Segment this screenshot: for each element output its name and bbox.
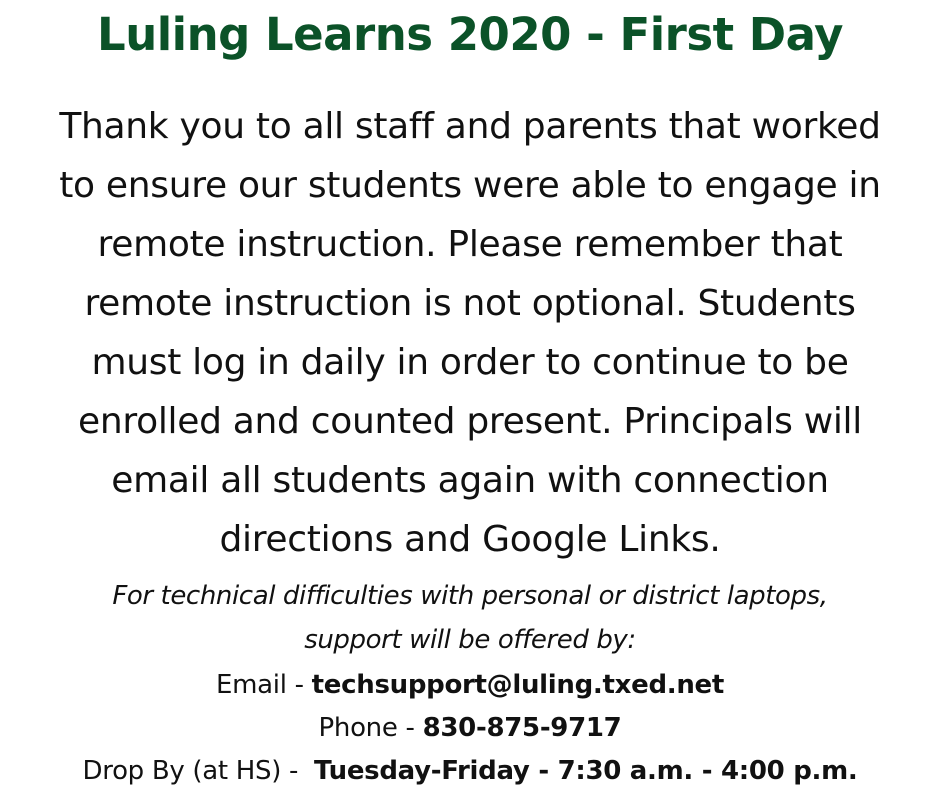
- announcement-paragraph: [0, 97, 940, 569]
- phone-contact: [0, 706, 940, 749]
- phone-label: Phone -: [318, 713, 423, 743]
- paragraph-line: to ensure our students were able to engage in: [59, 165, 881, 206]
- support-note-line: support will be offered by:: [304, 625, 636, 655]
- email-label: Email -: [216, 670, 312, 700]
- paragraph-line: must log in daily in order to continue to be: [91, 342, 849, 383]
- drop-by-contact: [0, 749, 940, 792]
- page-title: Luling Learns 2020 - First Day: [97, 8, 843, 61]
- email-contact: [0, 663, 940, 706]
- paragraph-line: enrolled and counted present. Principals will: [78, 401, 862, 442]
- email-address: techsupport@luling.txed.net: [311, 670, 724, 700]
- drop-by-hours: Tuesday-Friday - 7:30 a.m. - 4:00 p.m.: [314, 756, 858, 786]
- paragraph-line: directions and Google Links.: [219, 519, 721, 560]
- paragraph-line: Thank you to all staff and parents that worked: [59, 106, 881, 147]
- paragraph-line: remote instruction. Please remember that: [97, 224, 843, 265]
- paragraph-line: email all students again with connection: [111, 460, 829, 501]
- drop-by-label: Drop By (at HS) -: [82, 756, 315, 786]
- phone-number: 830-875-9717: [422, 713, 622, 743]
- support-note: [0, 574, 940, 662]
- contact-list: [0, 663, 940, 792]
- paragraph-line: remote instruction is not optional. Students: [84, 283, 856, 324]
- support-note-line: For technical difficulties with personal or district laptops,: [112, 581, 828, 611]
